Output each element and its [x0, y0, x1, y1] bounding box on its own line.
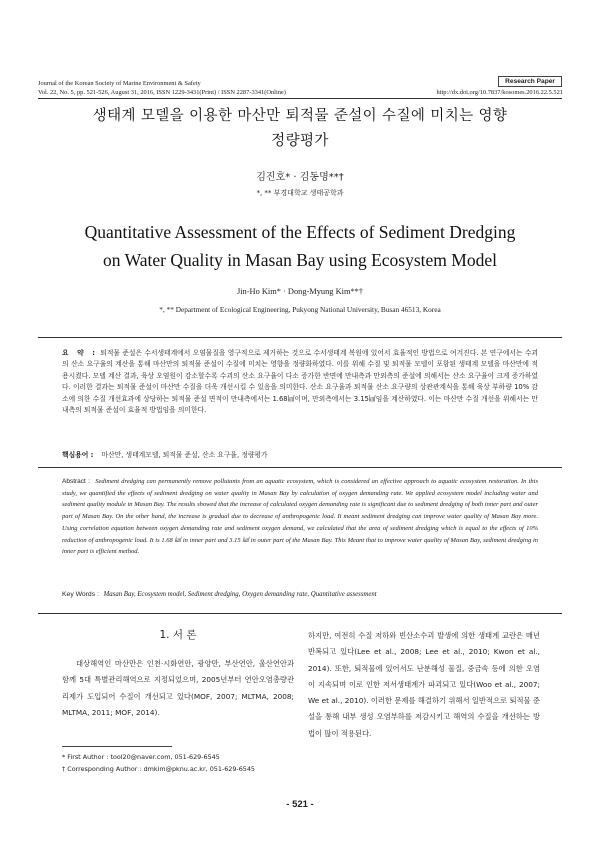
footnotes [62, 751, 302, 775]
english-keywords-label: Key Words : [62, 591, 99, 598]
korean-abstract-label: 요 약 : [62, 349, 98, 357]
left-column [62, 627, 294, 721]
english-abstract-text: Sediment dredging can permanently remove pollutants from an aquatic ecosystem, which is considered an effective approach to aquatic ecosystem restoration. In this study, we quantified the effects of sediment dredging on water quality in Masan Bay by calculation of oxygen demanding rate. We applied ecosystem model including water and sediment quality module in Masan Bay. The results showed that the increase of calculated oxygen demanding rate is significant due to sediment dredging of both inner part and outer part of Masan Bay. On the other hand, the increase is gradual due to decrease of anthropogenic load. It meant sediment dredging can improve water quality of Masan Bay more. Using correlation equation between oxygen demanding rate and sediment oxygen demand, we calculated that the area of sediment dredging which is equal to the effects of 10% reduction of anthropogenic load. It is 1.68 ㎢ in inner part and 3.15 ㎢ in outer part of the Masan Bay. This Meant that to improve water quality of Masan Bay, sediment dredging in inner part is efficient method. [62, 478, 539, 556]
article-type-badge: Research Paper [498, 76, 562, 87]
section-heading-introduction: 1. 서 론 [159, 629, 197, 641]
intro-paragraph-right: 하지만, 여전히 수질 저하와 빈산소수괴 발생에 의한 생태계 교란은 매년 반복되고 있다(Lee et al., 2008; Lee et al., 2010; Kwon et al., 2014). 또한, 퇴적물에 있어서도 난분해성 물질, 중금속 등에 의한 오염이 지속되며 이로 인한 저서생태계가 파괴되고 있다(Woo et al., 2007; We et al., 2010). 이러한 문제를 해결하기 위해서 일반적으로 퇴적물 준설을 통해 내부 생성 오염부하를 저감시키고 해역의 수질을 개선하는 방법이 많이 적용된다. [308, 631, 540, 738]
footnote-corresponding-author: † Corresponding Author : dmkim@pknu.ac.kr, 051-629-6545 [62, 765, 255, 773]
english-abstract [62, 476, 538, 558]
intro-paragraph-left: 대상해역인 마산만은 인천·시화연안, 광양만, 부산연안, 울산연안과 함께 5대 특별관리해역으로 지정되었으며, 2005년부터 연안오염총량관리제가 도입되어 수질이 개선되고 있다(MOF, 2007; MLTMA, 2008; MLTMA, 2011; MOF, 2014). [62, 659, 294, 717]
korean-affiliation: *, ** 부경대학교 생태공학과 [256, 189, 344, 197]
abstract-top-rule [38, 337, 562, 338]
korean-keywords-label: 핵심용어 : [62, 451, 94, 459]
journal-header [38, 80, 563, 97]
korean-title [40, 104, 560, 154]
korean-title-line2: 정량평가 [271, 133, 329, 149]
english-title-line1: Quantitative Assessment of the Effects of Sediment Dredging [84, 222, 516, 242]
abstract-divider [38, 467, 562, 468]
korean-abstract [62, 348, 538, 416]
english-authors: Jin-Ho Kim* · Dong-Myung Kim**† [236, 287, 364, 296]
journal-name: Journal of the Korean Society of Marine Environment & Safety [38, 80, 201, 87]
page-number: - 521 - [286, 799, 314, 810]
english-title-line2: on Water Quality in Masan Bay using Ecosystem Model [103, 250, 497, 270]
journal-citation: Vol. 22, No. 5, pp. 521-526, August 31, 2016, ISSN 1229-3431(Print) / ISSN 2287-3341(Online) [38, 88, 286, 96]
korean-abstract-text: 퇴적물 준설은 수서생태계에서 오염물질을 영구적으로 제거하는 것으로 수서생태계 복원에 있어서 효율적인 방법으로 여겨진다. 본 연구에서는 수괴의 산소 요구율의 계산을 통해 마산만의 퇴적물 준설이 수질에 미치는 영향을 정량화하였다. 이를 위해 수질 및 퇴적물 모델이 포함된 생태계 모델을 마산만에 적용시켰다. 모델 계산 결과, 육상 오염원이 감소할수록 수괴의 산소 요구율이 다소 증가한 반면에 만내측과 만외측의 준설에 의해서는 산소 요구율이 크게 증가하였다. 이러한 결과는 퇴적물 준설이 마산만 수질을 더욱 개선시킬 수 있음을 의미한다. 산소 요구율과 퇴적물 산소 요구량의 상관관계식을 통해 육상 부하량 10% 감소에 의한 수질 개선효과에 상당하는 퇴적물 준설 면적이 만내측에서는 1.68㎢이며, 만외측에서는 3.15㎢임을 계산하였다. 이는 마산만 수질 개선을 위해서는 만내측의 퇴적물 준설이 효율적 방법임을 의미한다. [62, 349, 538, 415]
footnote-first-author: * First Author : tool20@naver.com, 051-629-6545 [62, 753, 220, 761]
english-affiliation: *, ** Department of Ecological Engineering, Pukyong National University, Busan 46513, Korea [159, 305, 441, 314]
right-column [308, 628, 540, 742]
korean-authors: 김진호* · 김동명**† [256, 172, 344, 183]
header-rule [38, 98, 562, 99]
english-keywords [62, 591, 538, 598]
english-keywords-text: Masan Bay, Ecosystem model, Sediment dredging, Oxygen demanding rate, Quantitative assessment [103, 591, 377, 598]
korean-title-line1: 생태계 모델을 이용한 마산만 퇴적물 준설이 수질에 미치는 영향 [92, 108, 508, 124]
doi-link[interactable]: http://dx.doi.org/10.7837/kosomes.2016.22.5.521 [436, 88, 563, 96]
english-title [40, 218, 560, 274]
english-abstract-label: Abstract : [62, 478, 91, 485]
korean-keywords-text: 마산만, 생태계모델, 퇴적물 준설, 산소 요구율, 정량평가 [101, 451, 268, 459]
korean-keywords [62, 449, 538, 459]
footnote-rule [62, 746, 172, 747]
abstract-bottom-rule [38, 613, 562, 614]
